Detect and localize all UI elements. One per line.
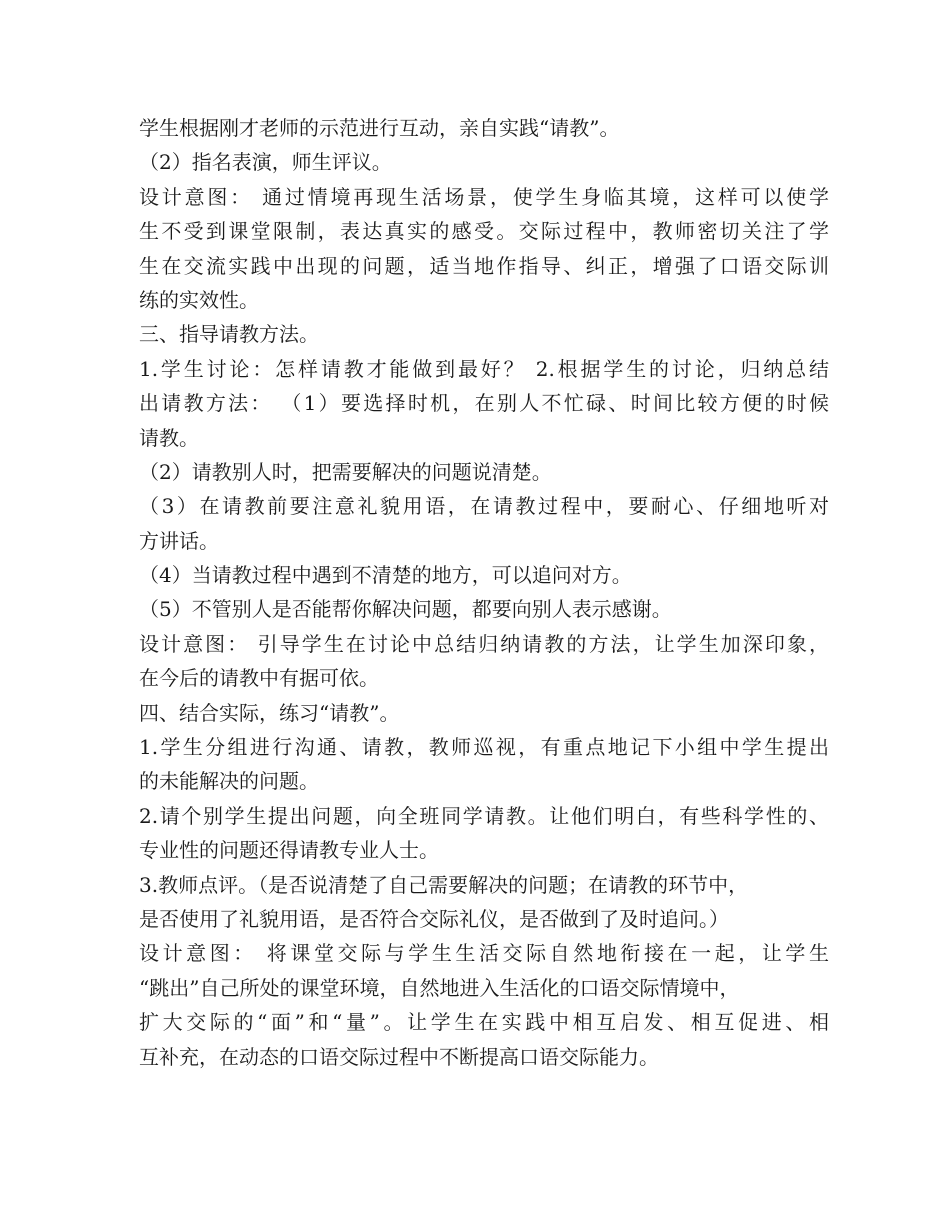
text-line: 在今后的请教中有据可依。 <box>139 666 379 691</box>
text-line: 2.请个别学生提出问题，向全班同学请教。让他们明白，有些科学性的、 <box>139 803 829 828</box>
text-line: 扩大交际的“面”和“量”。让学生在实践中相互启发、相互促进、相 <box>139 1010 829 1035</box>
text-line: “跳出”自己所处的课堂环境，自然地进入生活化的口语交际情境中， <box>139 975 740 1000</box>
text-line: （5）不管别人是否能帮你解决问题，都要向别人表示感谢。 <box>139 597 672 622</box>
text-line: 互补充，在动态的口语交际过程中不断提高口语交际能力。 <box>139 1044 659 1069</box>
text-line: 生在交流实践中出现的问题，适当地作指导、纠正，增强了口语交际训 <box>139 253 829 278</box>
text-line: （2）请教别人时，把需要解决的问题说清楚。 <box>139 459 552 484</box>
text-line: 3.教师点评。（是否说清楚了自己需要解决的问题；在请教的环节中， <box>139 872 749 897</box>
text-line: （4）当请教过程中遇到不清楚的地方，可以追问对方。 <box>139 563 632 588</box>
text-line: 设计意图： 通过情境再现生活场景，使学生身临其境，这样可以使学 <box>139 184 829 209</box>
text-line: 是否使用了礼貌用语，是否符合交际礼仪，是否做到了及时追问。） <box>139 906 729 931</box>
text-line: 的未能解决的问题。 <box>139 769 319 794</box>
text-line: 请教。 <box>139 425 199 450</box>
text-line: 练的实效性。 <box>139 287 259 312</box>
text-line: 专业性的问题还得请教专业人士。 <box>139 838 439 863</box>
text-line: 设计意图： 引导学生在讨论中总结归纳请教的方法，让学生加深印象， <box>139 631 829 656</box>
section-heading: 四、结合实际，练习“请教”。 <box>139 700 400 725</box>
document-body <box>139 111 829 1074</box>
text-line: 设计意图： 将课堂交际与学生生活交际自然地衔接在一起，让学生 <box>139 941 829 966</box>
text-line: （2）指名表演，师生评议。 <box>139 150 392 175</box>
text-line: 1.学生分组进行沟通、请教，教师巡视，有重点地记下小组中学生提出 <box>139 735 829 760</box>
text-line: （3）在请教前要注意礼貌用语，在请教过程中，要耐心、仔细地听对 <box>139 494 829 519</box>
text-line: 方讲话。 <box>139 528 219 553</box>
text-line: 出请教方法： （1）要选择时机，在别人不忙碌、时间比较方便的时候 <box>139 391 829 416</box>
text-line: 1.学生讨论：怎样请教才能做到最好？ 2.根据学生的讨论，归纳总结 <box>139 356 829 381</box>
text-line: 学生根据刚才老师的示范进行互动，亲自实践“请教”。 <box>139 116 620 140</box>
text-line: 生不受到课堂限制，表达真实的感受。交际过程中，教师密切关注了学 <box>139 219 829 244</box>
section-heading: 三、指导请教方法。 <box>139 322 319 347</box>
